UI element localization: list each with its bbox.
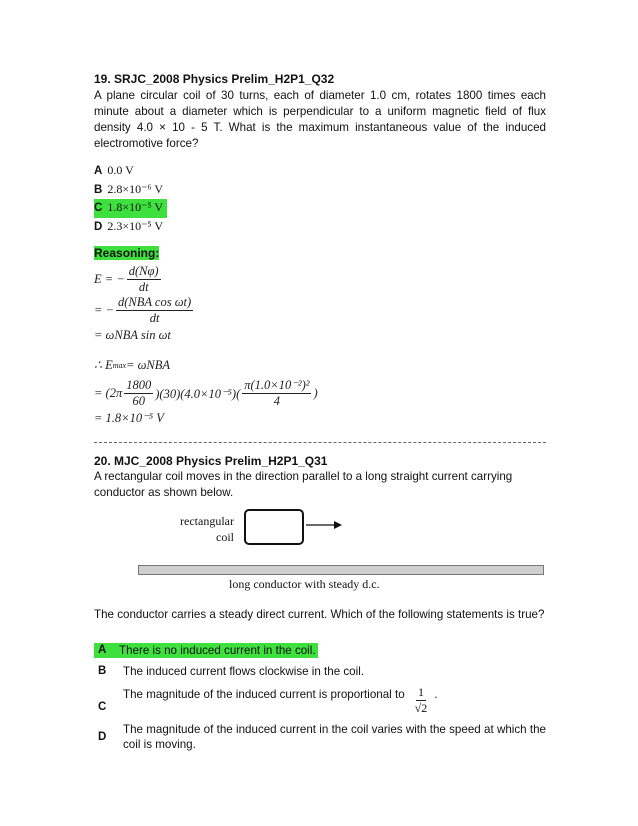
question-separator [94,442,546,449]
math-fraction [242,378,311,409]
math-line-6 [94,409,546,427]
option-text: There is no induced current in the coil. [119,644,316,657]
option-letter: A [94,643,119,658]
q20-option-a-correct [94,643,546,658]
frac-num: π(1.0×10⁻²)² [244,378,310,392]
math-line-4 [94,352,546,378]
frac-den: dt [138,280,149,294]
q20-title: 20. MJC_2008 Physics Prelim_H2P1_Q31 [94,454,328,468]
question-20 [94,454,546,752]
frac-den: 60 [132,394,145,408]
option-text: The magnitude of the induced current is proportional to [123,688,405,701]
q19-option-d [94,218,167,237]
frac-num: d(Nφ) [128,264,159,278]
math-text: )(30)(4.0×10⁻⁵)( [155,386,241,401]
question-19 [94,72,546,427]
math-text: = ωNBA sin ωt [94,327,171,342]
option-letter: D [94,220,103,233]
option-fraction [413,685,430,716]
q20-option-c [94,685,546,716]
math-fraction [124,378,153,409]
coil-conductor-diagram [94,503,546,595]
frac-num: d(NBA cos ωt) [118,295,192,309]
coil-label [174,513,234,545]
q20-option-b [94,664,546,679]
math-text: = (2π [94,386,123,400]
option-value: 2.3×10⁻⁵ V [107,218,164,233]
math-text: = 1.8×10⁻⁵ V [94,411,164,425]
math-lhs: = − [94,303,114,317]
math-line-2 [94,295,546,326]
math-fraction [116,295,193,326]
option-letter: C [98,701,107,713]
frac-num: 1 [417,685,424,699]
frac-den: dt [149,311,160,325]
coil-label-line: rectangular [180,514,234,528]
option-value: 0.0 V [107,163,134,177]
motion-arrow-icon [304,517,344,533]
option-letter: B [94,183,103,196]
math-text: ∴ E [94,358,113,372]
q20-stem: The conductor carries a steady direct current. Which of the following statements is true? [94,608,545,621]
math-line-3 [94,326,546,344]
math-fraction [127,264,161,295]
option-value: 2.8×10⁻⁶ V [107,181,164,196]
q19-options [94,162,546,236]
q19-text: A plane circular coil of 30 turns, each of diameter 1.0 cm, rotates 1800 times each minute about a diameter which is perpendicular to a uniform magnetic field of flux density 4.0 × 10 - 5 T. What is the maximum instantaneous value of the induced electromotive force? [94,89,546,150]
q20-text: A rectangular coil moves in the direction parallel to a long straight current carrying conductor as shown below. [94,470,513,499]
q19-option-c-correct [94,199,167,218]
math-text: ) [313,386,318,400]
reasoning-label: Reasoning: [94,246,160,260]
math-line-1 [94,264,546,295]
q20-options [94,643,546,752]
rectangular-coil [244,509,304,545]
option-letter: A [94,165,103,177]
q19-option-b [94,181,167,200]
coil-label-line: coil [216,530,234,544]
reasoning-math [94,264,546,427]
option-text: The magnitude of the induced current in the coil varies with the speed at which the coil is moving. [123,723,546,751]
math-text: = ωNBA [126,357,171,372]
math-subscript: max [112,360,127,370]
frac-den: 4 [273,394,280,408]
option-letter: D [98,730,107,743]
frac-den: √2 [414,701,428,715]
frac-num: 1800 [126,378,152,392]
option-value: 1.8×10⁻⁵ V [107,200,164,214]
conductor-label: long conductor with steady d.c. [229,577,380,591]
option-letter: C [94,202,103,214]
math-lhs: E = − [94,272,125,286]
q19-option-a [94,162,138,181]
math-line-5 [94,378,546,409]
option-letter: B [98,665,107,677]
q19-title: 19. SRJC_2008 Physics Prelim_H2P1_Q32 [94,72,335,86]
option-text: . [434,688,438,701]
q20-option-d [94,722,546,752]
option-text: The induced current flows clockwise in the coil. [123,665,365,678]
long-conductor [138,565,544,575]
